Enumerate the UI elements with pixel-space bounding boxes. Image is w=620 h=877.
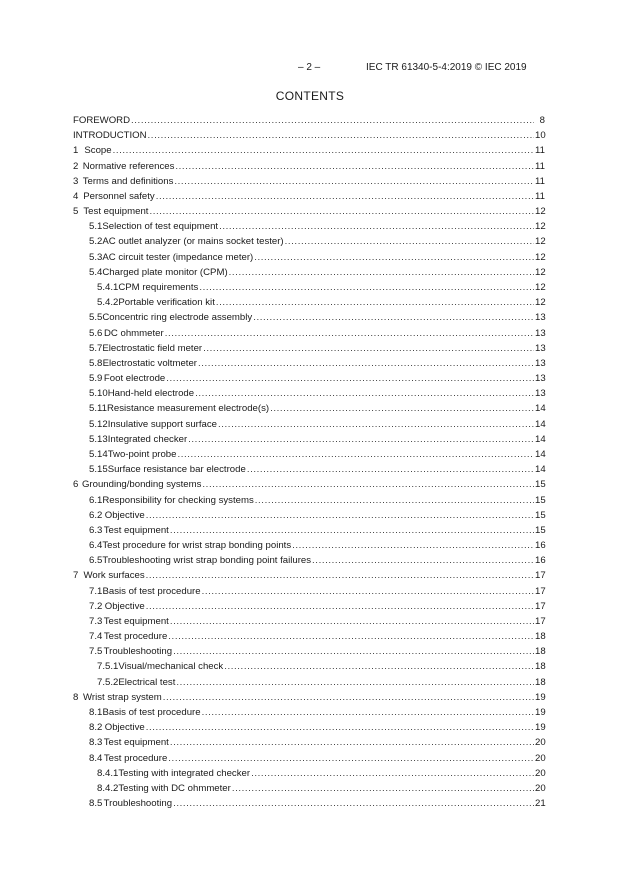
toc-entry-number: 7 bbox=[73, 570, 79, 582]
toc-entry-page: 18 bbox=[535, 661, 546, 673]
toc-entry[interactable] bbox=[89, 311, 545, 325]
toc-entry-label: Basis of test procedure bbox=[102, 707, 201, 719]
toc-entry-number: 5.10 bbox=[89, 388, 108, 400]
toc-entry-number: 7.4 bbox=[89, 631, 103, 643]
toc-entry-number: 5.12 bbox=[89, 418, 108, 430]
toc-entry[interactable] bbox=[73, 190, 545, 204]
toc-entry-label: Test equipment bbox=[103, 524, 169, 536]
toc-entry-number: 5.1 bbox=[89, 221, 103, 233]
dot-leader bbox=[224, 660, 534, 674]
toc-entry-page: 12 bbox=[535, 297, 546, 309]
toc-entry-label: Resistance measurement electrode(s) bbox=[106, 403, 270, 415]
toc-entry[interactable] bbox=[89, 752, 545, 766]
toc-entry[interactable] bbox=[89, 554, 545, 568]
toc-entry-number: 5.6 bbox=[89, 327, 103, 339]
toc-entry[interactable] bbox=[97, 660, 545, 674]
toc-entry-number: 8.3 bbox=[89, 737, 103, 749]
dot-leader bbox=[195, 387, 534, 401]
toc-entry-page: 21 bbox=[535, 798, 546, 810]
toc-entry-label: Troubleshooting bbox=[103, 798, 173, 810]
dot-leader bbox=[163, 691, 534, 705]
dot-leader bbox=[270, 402, 534, 416]
toc-entry-page: 14 bbox=[535, 433, 546, 445]
dot-leader bbox=[176, 676, 534, 690]
toc-entry[interactable] bbox=[89, 402, 545, 416]
toc-entry[interactable] bbox=[97, 281, 545, 295]
toc-entry-number: 8.4 bbox=[89, 752, 103, 764]
toc-entry-label: Testing with integrated checker bbox=[118, 767, 251, 779]
toc-entry-page: 10 bbox=[535, 130, 546, 142]
toc-entry-number: 6.3 bbox=[89, 524, 103, 536]
dot-leader bbox=[188, 433, 534, 447]
toc-entry-number: 8 bbox=[73, 691, 79, 703]
toc-entry[interactable] bbox=[73, 114, 545, 128]
toc-entry-page: 15 bbox=[535, 524, 546, 536]
toc-entry-page: 12 bbox=[535, 266, 546, 278]
dot-leader bbox=[202, 478, 534, 492]
dot-leader bbox=[285, 235, 534, 249]
toc-entry[interactable] bbox=[73, 691, 545, 705]
toc-entry[interactable] bbox=[89, 327, 545, 341]
toc-entry-label: Concentric ring electrode assembly bbox=[102, 312, 253, 324]
toc-entry-page: 11 bbox=[535, 160, 545, 172]
toc-entry-number: 8.4.1 bbox=[97, 767, 119, 779]
toc-entry[interactable] bbox=[89, 645, 545, 659]
toc-entry[interactable] bbox=[89, 251, 545, 265]
toc-entry-label: Visual/mechanical check bbox=[118, 661, 224, 673]
toc-entry-number: 7.5.1 bbox=[97, 661, 119, 673]
toc-entry-page: 20 bbox=[535, 752, 546, 764]
toc-entry-number: 5.4.1 bbox=[97, 281, 119, 293]
toc-entry[interactable] bbox=[73, 175, 545, 189]
dot-leader bbox=[218, 418, 534, 432]
toc-entry-number: 5.2 bbox=[89, 236, 103, 248]
toc-entry[interactable] bbox=[73, 144, 545, 158]
toc-entry-page: 11 bbox=[535, 175, 545, 187]
toc-entry-page: 20 bbox=[535, 737, 546, 749]
toc-entry[interactable] bbox=[73, 205, 545, 219]
toc-entry-page: 11 bbox=[535, 190, 545, 202]
toc-entry-label: Integrated checker bbox=[107, 433, 188, 445]
toc-entry-number: 5.11 bbox=[89, 403, 107, 415]
toc-entry-number: 5.13 bbox=[89, 433, 108, 445]
dot-leader bbox=[131, 114, 534, 128]
toc-entry-page: 16 bbox=[535, 540, 546, 552]
toc-entry-label: Electrostatic field meter bbox=[102, 342, 203, 354]
toc-entry-label: Scope bbox=[84, 145, 112, 157]
toc-entry[interactable] bbox=[89, 600, 545, 614]
toc-entry-number: 8.4.2 bbox=[97, 782, 119, 794]
toc-entry[interactable] bbox=[89, 448, 545, 462]
toc-entry-page: 14 bbox=[535, 418, 546, 430]
toc-entry[interactable] bbox=[89, 721, 545, 735]
dot-leader bbox=[254, 251, 534, 265]
toc-entry-page: 13 bbox=[535, 312, 546, 324]
toc-entry-page: 12 bbox=[535, 251, 546, 263]
toc-entry[interactable] bbox=[73, 160, 545, 174]
toc-entry-label: Selection of test equipment bbox=[102, 221, 219, 233]
toc-entry[interactable] bbox=[89, 357, 545, 371]
toc-entry-page: 12 bbox=[535, 206, 546, 218]
toc-entry[interactable] bbox=[97, 296, 545, 310]
page-title: CONTENTS bbox=[275, 89, 345, 103]
toc-entry[interactable] bbox=[89, 387, 545, 401]
toc-entry-page: 20 bbox=[535, 767, 546, 779]
toc-entry-label: Electrical test bbox=[118, 676, 176, 688]
toc-entry-number: 6.1 bbox=[89, 494, 103, 506]
toc-entry-page: 13 bbox=[535, 388, 546, 400]
toc-entry-page: 13 bbox=[535, 357, 546, 369]
dot-leader bbox=[203, 342, 534, 356]
toc-entry[interactable] bbox=[89, 585, 545, 599]
toc-entry-number: 1 bbox=[73, 145, 79, 157]
toc-entry-label: Electrostatic voltmeter bbox=[102, 357, 197, 369]
toc-entry-label: Basis of test procedure bbox=[102, 585, 201, 597]
dot-leader bbox=[177, 448, 534, 462]
dot-leader bbox=[146, 600, 534, 614]
toc-entry-label: AC circuit tester (impedance meter) bbox=[102, 251, 254, 263]
toc-entry-label: Objective bbox=[104, 600, 145, 612]
toc-entry-label: Two-point probe bbox=[107, 448, 177, 460]
page-number: – 2 – bbox=[298, 62, 321, 73]
toc-entry-label: Objective bbox=[104, 509, 145, 521]
dot-leader bbox=[292, 539, 534, 553]
toc-entry[interactable] bbox=[97, 782, 545, 796]
toc-entry[interactable] bbox=[97, 676, 545, 690]
toc-entry[interactable] bbox=[89, 220, 545, 234]
toc-entry[interactable] bbox=[89, 372, 545, 386]
toc-entry-label: Grounding/bonding systems bbox=[81, 479, 202, 491]
toc-entry[interactable] bbox=[89, 736, 545, 750]
toc-entry-label: Work surfaces bbox=[83, 570, 145, 582]
dot-leader bbox=[199, 281, 534, 295]
toc-entry-label: Wrist strap system bbox=[83, 691, 162, 703]
toc-entry-page: 19 bbox=[535, 722, 546, 734]
dot-leader bbox=[146, 569, 534, 583]
dot-leader bbox=[229, 266, 534, 280]
toc-entry-page: 12 bbox=[535, 221, 546, 233]
toc-entry-page: 17 bbox=[535, 615, 546, 627]
toc-entry-page: 12 bbox=[535, 236, 546, 248]
dot-leader bbox=[170, 524, 534, 538]
toc-entry-label: Test procedure bbox=[103, 752, 168, 764]
toc-entry-number: 5.7 bbox=[89, 342, 103, 354]
toc-entry-page: 17 bbox=[535, 585, 546, 597]
dot-leader bbox=[312, 554, 534, 568]
toc-entry-label: FOREWORD bbox=[73, 115, 131, 126]
toc-entry[interactable] bbox=[89, 615, 545, 629]
dot-leader bbox=[202, 585, 534, 599]
toc-entry-number: 8.1 bbox=[89, 707, 103, 719]
dot-leader bbox=[255, 494, 534, 508]
toc-entry-label: CPM requirements bbox=[118, 281, 199, 293]
toc-entry-page: 13 bbox=[535, 327, 546, 339]
toc-entry-number: 5.4.2 bbox=[97, 297, 119, 309]
toc-entry-number: 5 bbox=[73, 206, 79, 218]
toc-entry-label: Test equipment bbox=[103, 615, 169, 627]
dot-leader bbox=[165, 327, 534, 341]
toc-entry-number: 8.2 bbox=[89, 722, 103, 734]
document-reference: IEC TR 61340-5-4:2019 © IEC 2019 bbox=[366, 62, 527, 73]
dot-leader bbox=[166, 372, 534, 386]
dot-leader bbox=[168, 752, 534, 766]
toc-entry-number: 7.3 bbox=[89, 615, 103, 627]
toc-entry-number: 6 bbox=[73, 479, 79, 491]
toc-entry-number: 5.5 bbox=[89, 312, 103, 324]
toc-entry[interactable] bbox=[89, 433, 545, 447]
toc-entry-label: Testing with DC ohmmeter bbox=[118, 782, 231, 794]
dot-leader bbox=[156, 190, 534, 204]
dot-leader bbox=[174, 175, 534, 189]
dot-leader bbox=[216, 296, 534, 310]
toc-entry-page: 17 bbox=[535, 570, 546, 582]
toc-entry-label: Normative references bbox=[82, 160, 175, 172]
toc-entry-number: 5.4 bbox=[89, 266, 103, 278]
toc-entry-page: 16 bbox=[535, 555, 546, 567]
toc-entry-page: 15 bbox=[535, 494, 546, 506]
dot-leader bbox=[113, 144, 534, 158]
toc-entry[interactable] bbox=[73, 129, 545, 143]
toc-entry[interactable] bbox=[89, 539, 545, 553]
dot-leader bbox=[198, 357, 534, 371]
toc-entry-page: 14 bbox=[535, 403, 546, 415]
toc-entry-label: Troubleshooting wrist strap bonding point failures bbox=[102, 555, 312, 567]
toc-entry[interactable] bbox=[97, 767, 545, 781]
toc-entry-label: Troubleshooting bbox=[103, 646, 173, 658]
toc-entry-page: 15 bbox=[535, 509, 546, 521]
toc-entry-label: Test equipment bbox=[103, 737, 169, 749]
toc-entry-label: Insulative support surface bbox=[107, 418, 218, 430]
dot-leader bbox=[149, 205, 534, 219]
dot-leader bbox=[247, 463, 534, 477]
toc-entry-label: Surface resistance bar electrode bbox=[107, 464, 246, 476]
toc-entry-label: Terms and definitions bbox=[82, 175, 174, 187]
toc-entry-number: 7.2 bbox=[89, 600, 103, 612]
toc-entry-label: Objective bbox=[104, 722, 145, 734]
page-header bbox=[0, 62, 620, 76]
toc-entry-page: 14 bbox=[535, 464, 546, 476]
toc-entry-number: 5.9 bbox=[89, 373, 103, 385]
toc-entry-page: 8 bbox=[539, 115, 545, 126]
toc-entry-page: 13 bbox=[535, 342, 546, 354]
toc-entry-number: 5.8 bbox=[89, 357, 103, 369]
dot-leader bbox=[202, 706, 534, 720]
toc-entry-page: 12 bbox=[535, 281, 546, 293]
dot-leader bbox=[168, 630, 534, 644]
dot-leader bbox=[170, 615, 534, 629]
dot-leader bbox=[173, 645, 534, 659]
toc-entry-page: 18 bbox=[535, 676, 546, 688]
toc-entry[interactable] bbox=[89, 524, 545, 538]
toc-entry-label: Test equipment bbox=[83, 206, 149, 218]
toc-entry-label: Hand-held electrode bbox=[107, 388, 195, 400]
toc-entry-label: AC outlet analyzer (or mains socket tester) bbox=[102, 236, 284, 248]
toc-entry-label: Responsibility for checking systems bbox=[102, 494, 254, 506]
toc-entry-number: 2 bbox=[73, 160, 79, 172]
toc-entry-number: 7.5 bbox=[89, 646, 103, 658]
toc-entry-label: Charged plate monitor (CPM) bbox=[102, 266, 228, 278]
toc-entry-page: 17 bbox=[535, 600, 546, 612]
toc-entry[interactable] bbox=[89, 463, 545, 477]
toc-entry-page: 20 bbox=[535, 782, 546, 794]
toc-entry-label: Portable verification kit bbox=[118, 297, 215, 309]
toc-entry-number: 6.4 bbox=[89, 540, 103, 552]
toc-entry-number: 5.15 bbox=[89, 464, 108, 476]
dot-leader bbox=[146, 721, 534, 735]
toc-entry[interactable] bbox=[89, 494, 545, 508]
toc-entry[interactable] bbox=[73, 478, 545, 492]
toc-entry-number: 8.5 bbox=[89, 798, 103, 810]
toc-entry-number: 5.3 bbox=[89, 251, 103, 263]
toc-entry[interactable] bbox=[89, 630, 545, 644]
toc-entry-label: Foot electrode bbox=[103, 373, 166, 385]
toc-entry[interactable] bbox=[89, 418, 545, 432]
dot-leader bbox=[170, 736, 534, 750]
toc-entry-page: 11 bbox=[535, 145, 545, 157]
toc-entry[interactable] bbox=[73, 569, 545, 583]
dot-leader bbox=[253, 311, 534, 325]
dot-leader bbox=[232, 782, 534, 796]
dot-leader bbox=[173, 797, 534, 811]
toc-entry-page: 14 bbox=[535, 448, 546, 460]
dot-leader bbox=[148, 129, 534, 143]
toc-entry-label: INTRODUCTION bbox=[73, 130, 147, 142]
toc-entry[interactable] bbox=[89, 342, 545, 356]
toc-entry-number: 3 bbox=[73, 175, 79, 187]
toc-entry-number: 6.2 bbox=[89, 509, 103, 521]
toc-entry[interactable] bbox=[89, 706, 545, 720]
toc-entry-page: 19 bbox=[535, 691, 546, 703]
toc-entry-number: 5.14 bbox=[89, 448, 108, 460]
toc-entry-page: 18 bbox=[535, 631, 546, 643]
toc-entry-label: Personnel safety bbox=[83, 190, 155, 202]
dot-leader bbox=[175, 160, 534, 174]
toc-entry-page: 13 bbox=[535, 373, 546, 385]
toc-entry-label: Test procedure for wrist strap bonding points bbox=[102, 540, 292, 552]
dot-leader bbox=[146, 509, 534, 523]
toc-entry-page: 19 bbox=[535, 707, 546, 719]
toc-entry-label: DC ohmmeter bbox=[103, 327, 164, 339]
dot-leader bbox=[251, 767, 534, 781]
toc-entry-page: 15 bbox=[535, 479, 546, 491]
toc-entry-number: 6.5 bbox=[89, 555, 103, 567]
toc-entry[interactable] bbox=[89, 797, 545, 811]
dot-leader bbox=[219, 220, 534, 234]
toc-entry-number: 4 bbox=[73, 190, 79, 202]
toc-entry-page: 18 bbox=[535, 646, 546, 658]
toc-entry-number: 7.1 bbox=[89, 585, 103, 597]
toc-entry[interactable] bbox=[89, 509, 545, 523]
toc-entry[interactable] bbox=[89, 266, 545, 280]
toc-entry-label: Test procedure bbox=[103, 631, 168, 643]
toc-entry[interactable] bbox=[89, 235, 545, 249]
toc-entry-number: 7.5.2 bbox=[97, 676, 119, 688]
